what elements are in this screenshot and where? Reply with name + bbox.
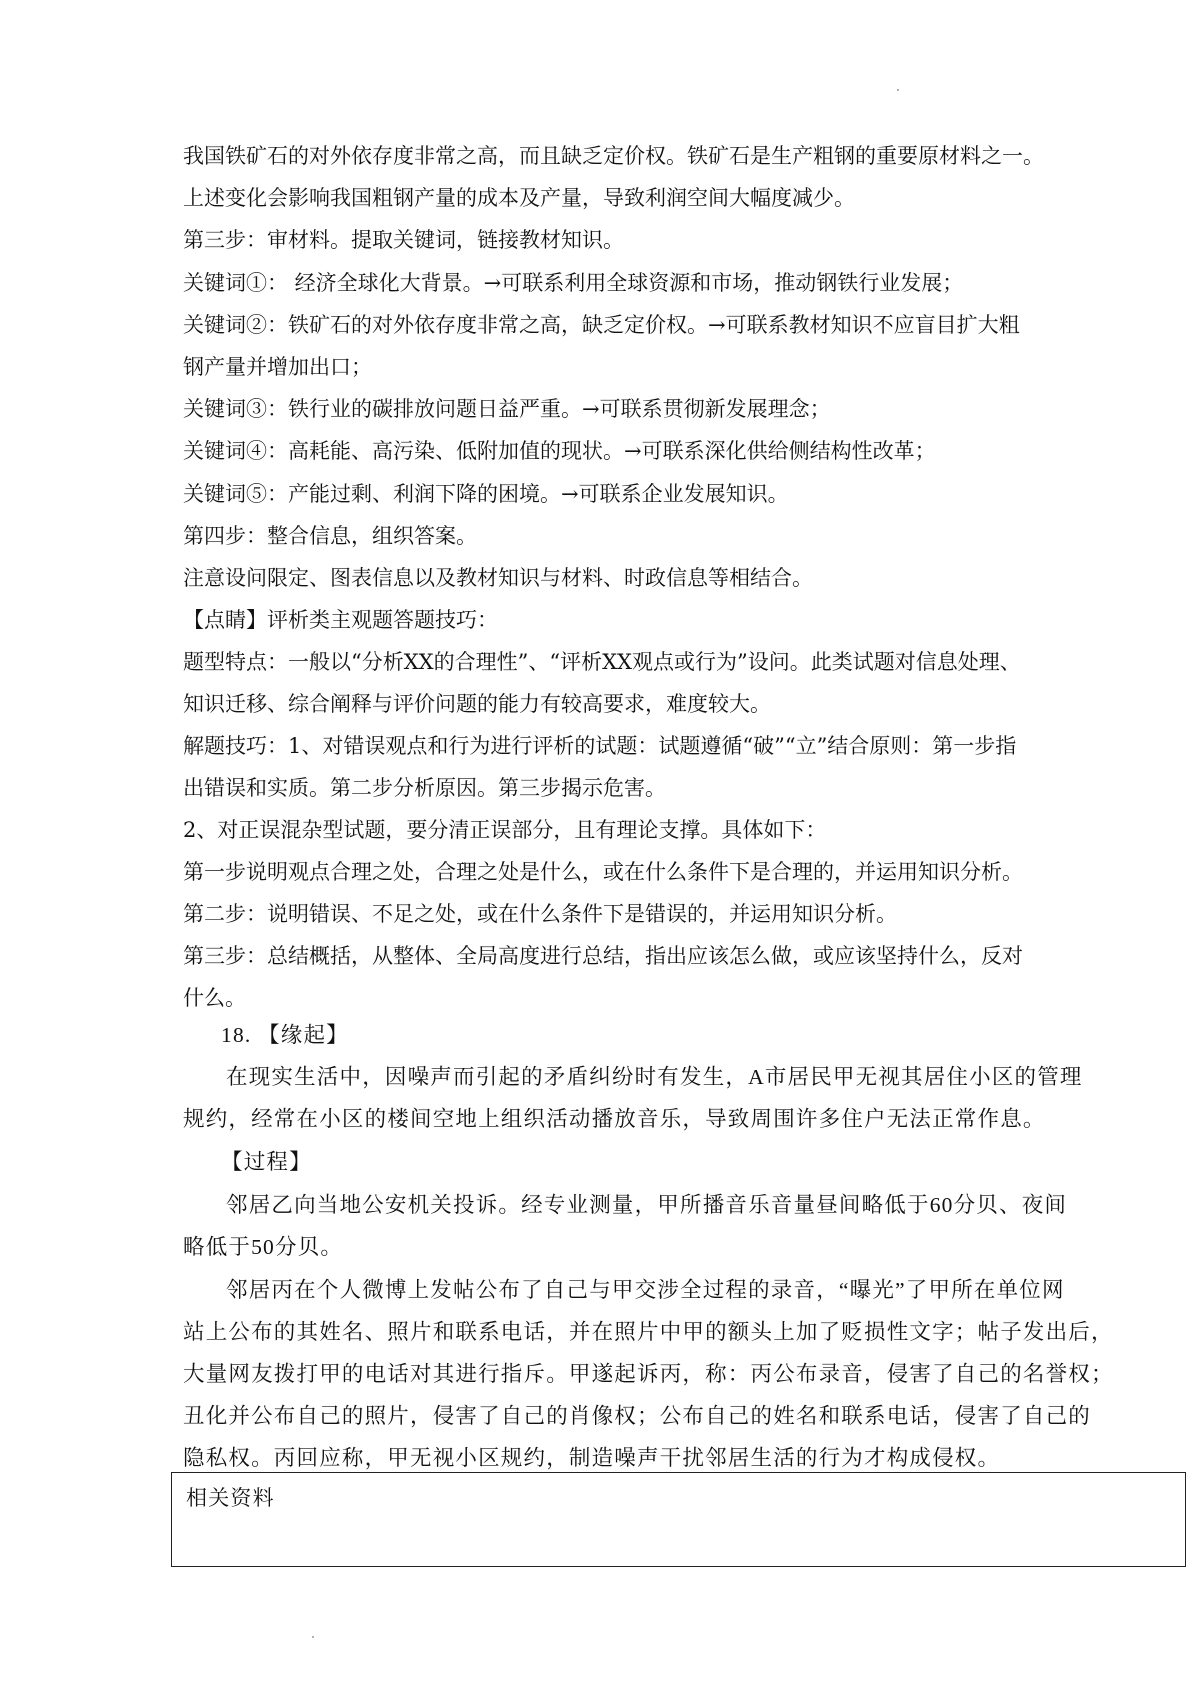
related-materials-box — [171, 1472, 1186, 1567]
q18-paragraph-line: 略低于50分贝。 — [183, 1235, 344, 1259]
text-line: 知识迁移、综合阐释与评价问题的能力有较高要求，难度较大。 — [183, 692, 771, 716]
process-heading: 【过程】 — [221, 1150, 312, 1174]
text-line: 关键词③：铁行业的碳排放问题日益严重。→可联系贯彻新发展理念； — [183, 397, 831, 421]
text-line: 关键词②：铁矿石的对外依存度非常之高，缺乏定价权。→可联系教材知识不应盲目扩大粗 — [183, 313, 1020, 337]
q18-paragraph-line: 邻居丙在个人微博上发帖公布了自己与甲交涉全过程的录音，“曝光”了甲所在单位网 — [226, 1278, 1065, 1302]
text-line: 出错误和实质。第二步分析原因。第三步揭示危害。 — [183, 776, 666, 800]
text-line: 第二步：说明错误、不足之处，或在什么条件下是错误的，并运用知识分析。 — [183, 902, 897, 926]
text-line: 【点睛】评析类主观题答题技巧： — [183, 608, 498, 632]
q18-paragraph-line: 规约，经常在小区的楼间空地上组织活动播放音乐，导致周围许多住户无法正常作息。 — [183, 1107, 1046, 1131]
text-line: 解题技巧：1、对错误观点和行为进行评析的试题：试题遵循“破”“立”结合原则：第一步指 — [183, 734, 1017, 758]
text-line: 2、对正误混杂型试题，要分清正误部分，且有理论支撑。具体如下： — [183, 818, 827, 842]
q18-paragraph-line: 在现实生活中，因噪声而引起的矛盾纠纷时有发生，A市居民甲无视其居住小区的管理 — [226, 1065, 1083, 1089]
text-line: 钢产量并增加出口； — [183, 355, 372, 379]
q18-paragraph-line: 邻居乙向当地公安机关投诉。经专业测量，甲所播音乐音量昼间略低于60分贝、夜间 — [226, 1193, 1068, 1217]
related-materials-title: 相关资料 — [186, 1486, 275, 1510]
text-line: 第一步说明观点合理之处，合理之处是什么，或在什么条件下是合理的，并运用知识分析。 — [183, 860, 1023, 884]
text-line: 关键词④：高耗能、高污染、低附加值的现状。→可联系深化供给侧结构性改革； — [183, 439, 936, 463]
scan-speck — [897, 89, 899, 91]
q18-paragraph-line: 大量网友拨打甲的电话对其进行指斥。甲遂起诉丙，称：丙公布录音，侵害了自己的名誉权； — [183, 1362, 1114, 1386]
text-line: 什么。 — [183, 986, 246, 1010]
text-line: 关键词①： 经济全球化大背景。→可联系利用全球资源和市场，推动钢铁行业发展； — [183, 271, 964, 295]
text-line: 注意设问限定、图表信息以及教材知识与材料、时政信息等相结合。 — [183, 566, 813, 590]
q18-paragraph-line: 丑化并公布自己的照片，侵害了自己的肖像权；公布自己的姓名和联系电话，侵害了自己的 — [183, 1404, 1092, 1428]
text-line: 上述变化会影响我国粗钢产量的成本及产量，导致利润空间大幅度减少。 — [183, 186, 855, 210]
text-line: 第三步：总结概括，从整体、全局高度进行总结，指出应该怎么做，或应该坚持什么，反对 — [183, 944, 1023, 968]
text-line: 我国铁矿石的对外依存度非常之高，而且缺乏定价权。铁矿石是生产粗钢的重要原材料之一。 — [183, 144, 1044, 168]
text-line: 关键词⑤：产能过剩、利润下降的困境。→可联系企业发展知识。 — [183, 482, 789, 506]
scan-speck — [312, 1636, 314, 1638]
question-18-heading: 18. 【缘起】 — [221, 1023, 349, 1047]
text-line: 第三步：审材料。提取关键词，链接教材知识。 — [183, 228, 624, 252]
q18-paragraph-line: 隐私权。丙回应称，甲无视小区规约，制造噪声干扰邻居生活的行为才构成侵权。 — [183, 1446, 1001, 1470]
text-line: 题型特点：一般以“分析XX的合理性”、“评析XX观点或行为”设问。此类试题对信息处理、 — [183, 650, 1021, 674]
q18-paragraph-line: 站上公布的其姓名、照片和联系电话，并在照片中甲的额头上加了贬损性文字；帖子发出后， — [183, 1320, 1114, 1344]
text-line: 第四步：整合信息，组织答案。 — [183, 524, 477, 548]
